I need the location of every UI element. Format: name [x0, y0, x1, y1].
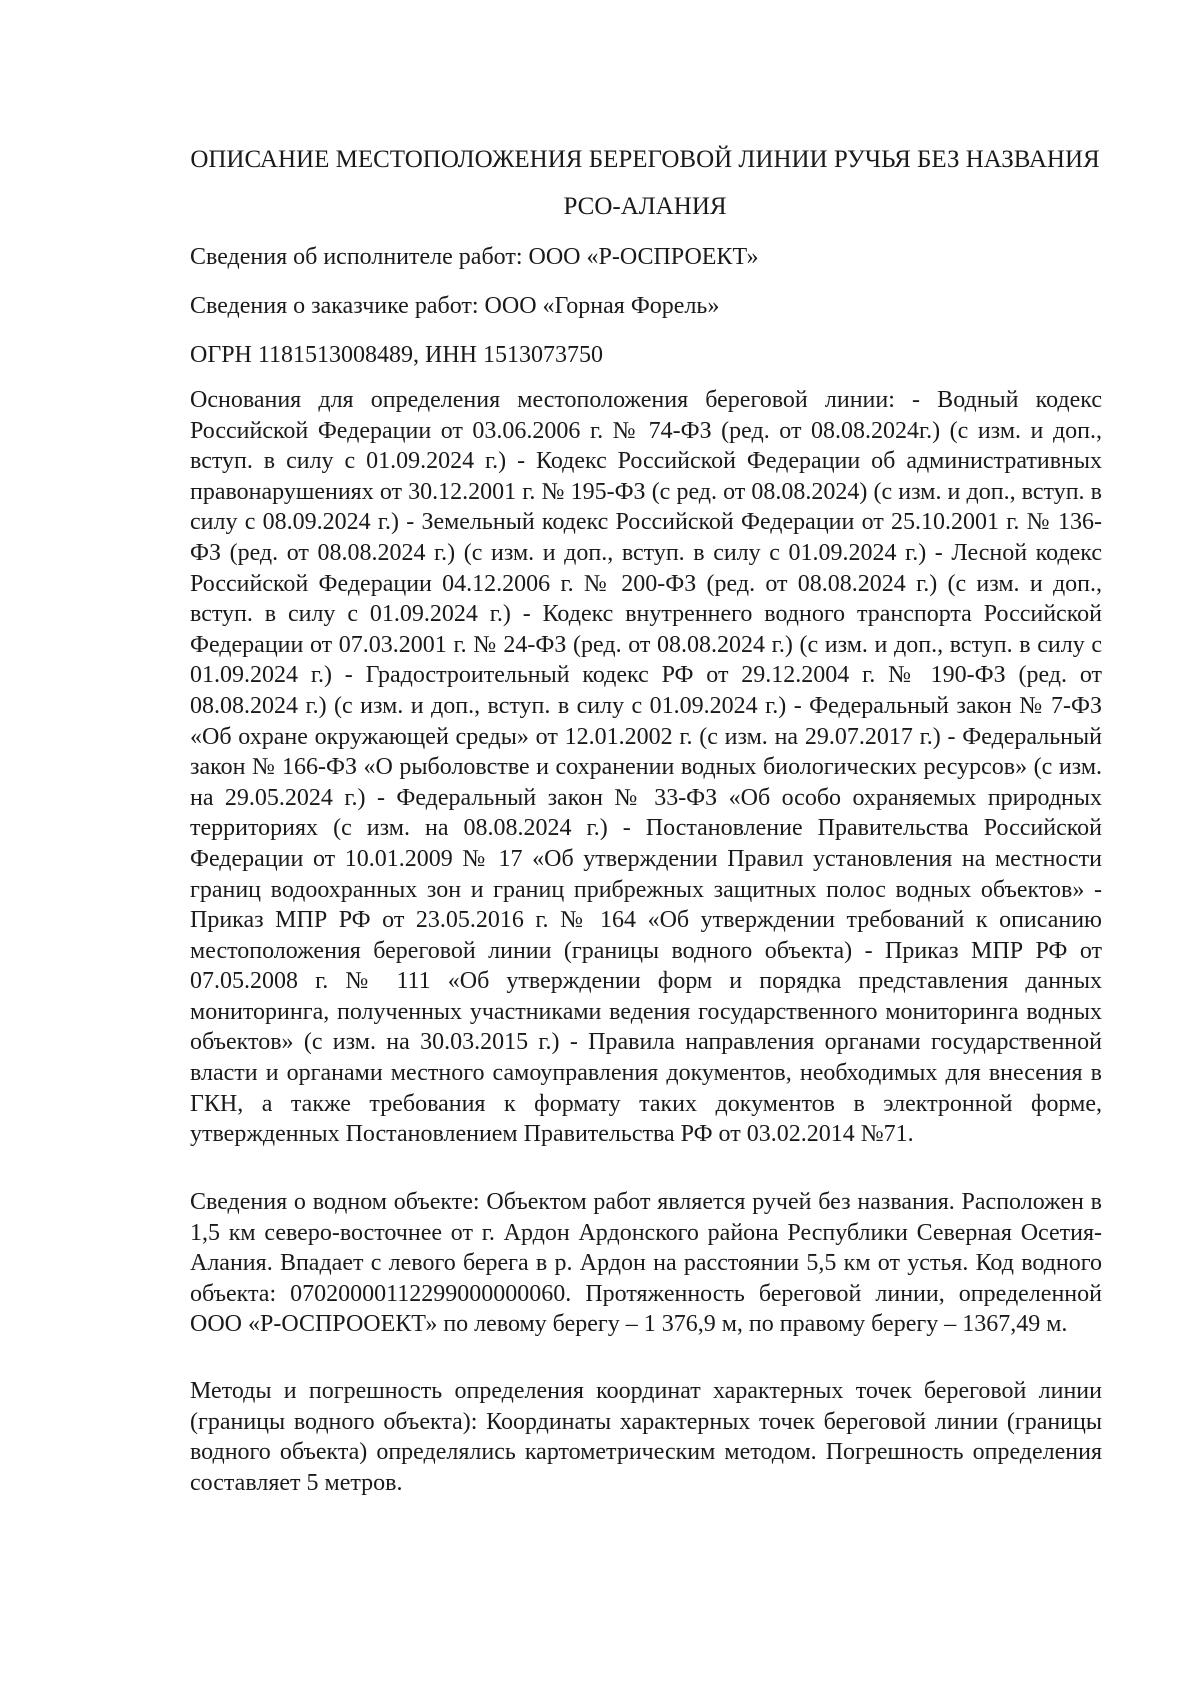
document-subtitle: РСО-АЛАНИЯ — [563, 193, 727, 220]
ogrn-inn-info: ОГРН 1181513008489, ИНН 1513073750 — [190, 342, 603, 368]
executor-info: Сведения об исполнителе работ: ООО «Р-ОСПРОЕКТ» — [190, 244, 759, 270]
water-object-paragraph: Сведения о водном объекте: Объектом работ является ручей без названия. Расположен в 1,5 км северо-восточнее от г. Ардон Ардонского района Республики Северная Осетия-Алания. Впадает с левого берега в р. Ардон на расстоянии 5,5 км от устья. Код водного объекта: 07020000112299000000060. Протяженность береговой линии, определенной ООО «Р-ОСПРООЕКТ» по левому берегу – 1 376,9 м, по правому берегу – 1367,49 м. — [190, 1189, 1102, 1338]
customer-info: Сведения о заказчике работ: ООО «Горная Форель» — [190, 293, 720, 319]
legal-basis-paragraph: Основания для определения местоположения береговой линии: - Водный кодекс Российской Федерации от 03.06.2006 г. № 74-ФЗ (ред. от 08.08.2024г.) (с изм. и доп., вступ. в силу с 01.09.2024 г.) - Кодекс Российской Федерации об административных правонарушениях от 30.12.2001 г. № 195-ФЗ (с ред. от 08.08.2024) (с изм. и доп., вступ. в силу с 08.09.2024 г.) - Земельный кодекс Российской Федерации от 25.10.2001 г. № 136-ФЗ (ред. от 08.08.2024 г.) (с изм. и доп., вступ. в силу с 01.09.2024 г.) - Лесной кодекс Российской Федерации 04.12.2006 г. № 200-ФЗ (ред. от 08.08.2024 г.) (с изм. и доп., вступ. в силу с 01.09.2024 г.) - Кодекс внутреннего водного транспорта Российской Федерации от 07.03.2001 г. № 24-ФЗ (ред. от 08.08.2024 г.) (с изм. и доп., вступ. в силу с 01.09.2024 г.) - Градостроительный кодекс РФ от 29.12.2004 г. № 190-ФЗ (ред. от 08.08.2024 г.) (с изм. и доп., вступ. в силу с 01.09.2024 г.) - Федеральный закон № 7-ФЗ «Об охране окружающей среды» от 12.01.2002 г. (с изм. на 29.07.2017 г.) - Федеральный закон № 166-ФЗ «О рыболовстве и сохранении водных биологических ресурсов» (с изм. на 29.05.2024 г.) - Федеральный закон № 33-ФЗ «Об особо охраняемых природных территориях (с изм. на 08.08.2024 г.) - Постановление Правительства Российской Федерации от 10.01.2009 № 17 «Об утверждении Правил установления на местности границ водоохранных зон и границ прибрежных защитных полос водных объектов» - Приказ МПР РФ от 23.05.2016 г. № 164 «Об утверждении требований к описанию местоположения береговой линии (границы водного объекта) - Приказ МПР РФ от 07.05.2008 г. № 111 «Об утверждении форм и порядка представления данных мониторинга, полученных участниками ведения государственного мониторинга водных объектов» (с изм. на 30.03.2015 г.) - Правила направления органами государственной власти и органами местного самоуправления документов, необходимых для внесения в ГКН, а также требования к формату таких документов в электронной форме, утвержденных Постановлением Правительства РФ от 03.02.2014 №71. — [190, 387, 1102, 1148]
document-title: ОПИСАНИЕ МЕСТОПОЛОЖЕНИЯ БЕРЕГОВОЙ ЛИНИИ РУЧЬЯ БЕЗ НАЗВАНИЯ — [190, 146, 1100, 173]
methods-paragraph: Методы и погрешность определения координат характерных точек береговой линии (границы водного объекта): Координаты характерных точек береговой линии (границы водного объекта) определялись картометрическим методом. Погрешность определения составляет 5 метров. — [190, 1378, 1102, 1496]
